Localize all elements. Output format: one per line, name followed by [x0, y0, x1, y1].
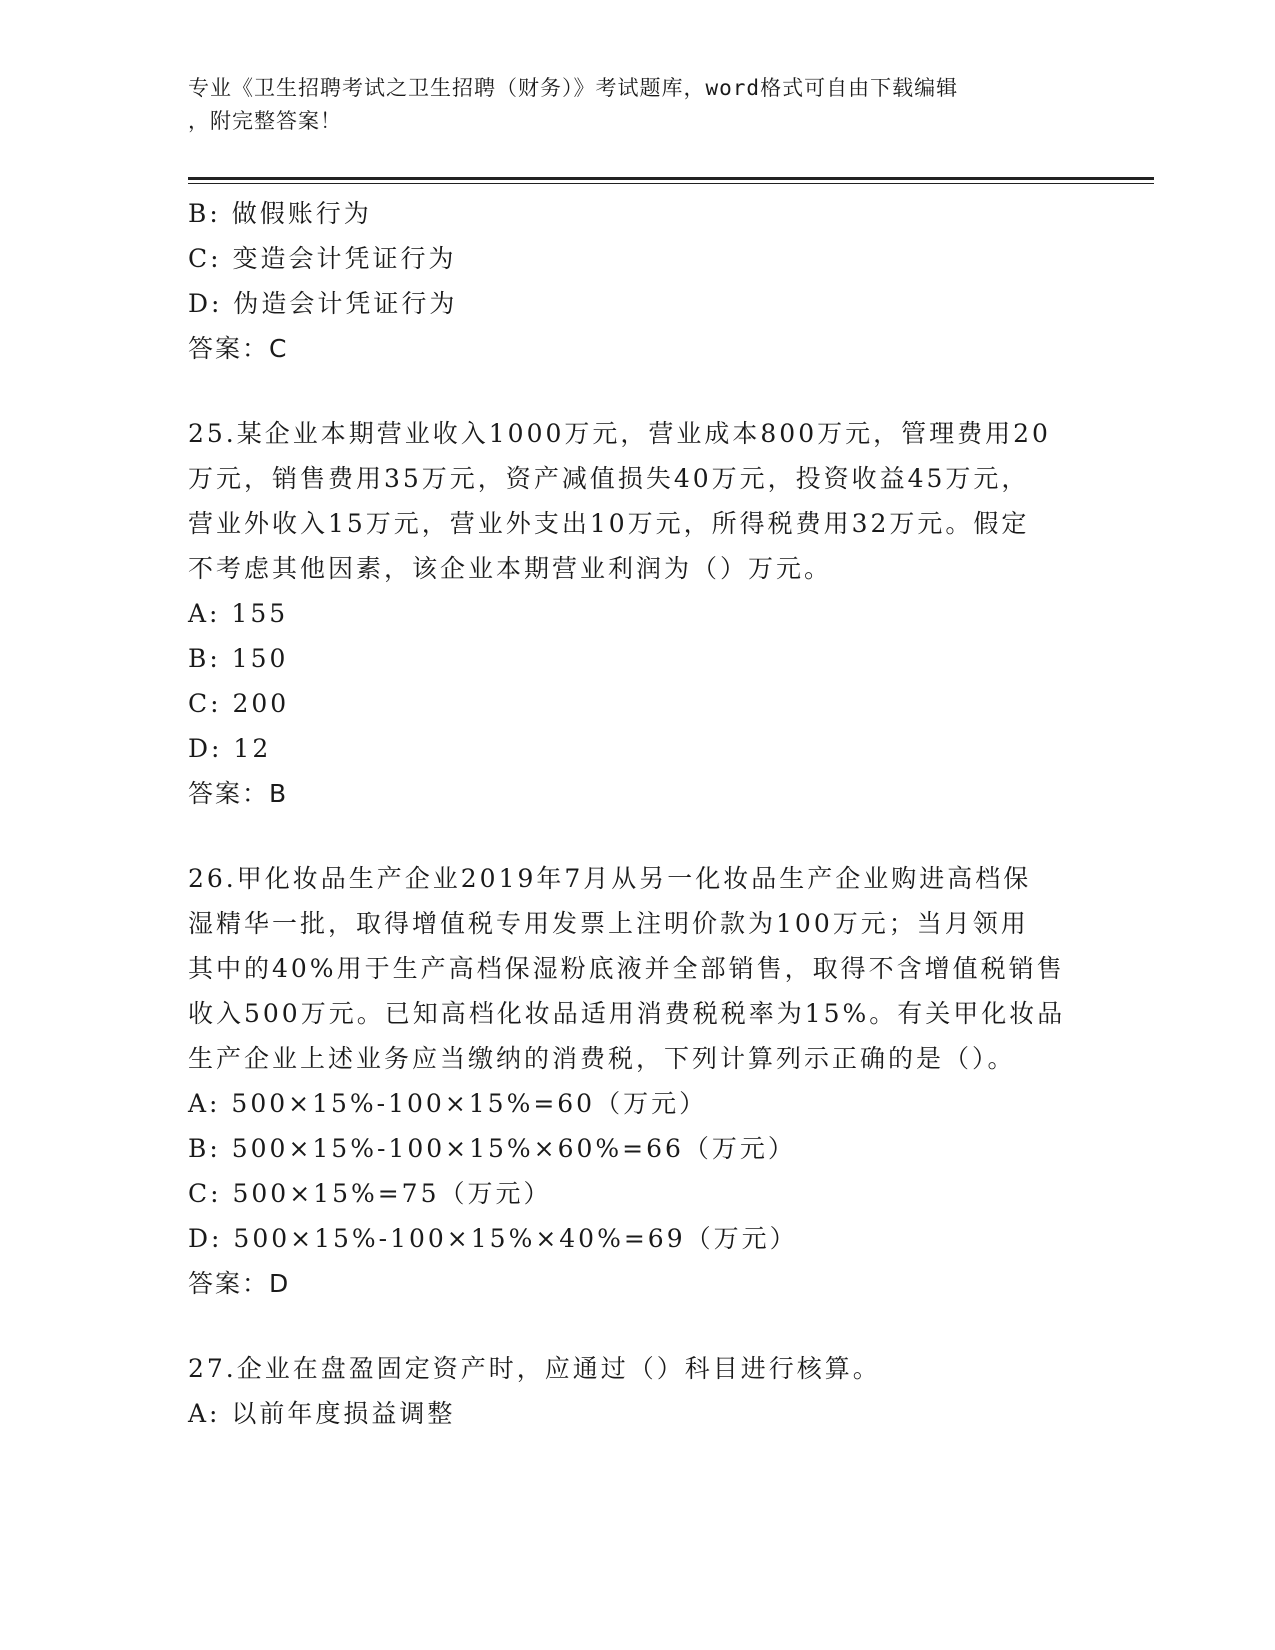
option-a: A: 以前年度损益调整 [188, 1399, 456, 1428]
header-line-2: ，附完整答案！ [188, 109, 342, 133]
header-divider-thick [188, 177, 1154, 180]
answer-line: 答案：C [188, 334, 289, 363]
option-b: B: 150 [188, 644, 289, 673]
question-stem-line: 25.某企业本期营业收入1000万元，营业成本800万元，管理费用20 [188, 419, 1051, 448]
option-c: C: 500×15%=75（万元） [188, 1179, 552, 1208]
option-d: D: 500×15%-100×15%×40%=69（万元） [188, 1224, 798, 1253]
option-d: D: 12 [188, 734, 272, 763]
question-26 [188, 856, 1088, 1306]
spacer [188, 371, 1088, 411]
question-stem-line: 26.甲化妆品生产企业2019年7月从另一化妆品生产企业购进高档保 [188, 864, 1032, 893]
header-divider-thin [188, 183, 1154, 184]
option-c: C: 200 [188, 689, 290, 718]
question-stem-line: 收入500万元。已知高档化妆品适用消费税税率为15%。有关甲化妆品 [188, 999, 1066, 1028]
option-b: B: 做假账行为 [188, 199, 372, 228]
option-d: D: 伪造会计凭证行为 [188, 289, 458, 318]
question-content [188, 191, 1088, 1436]
answer-line: 答案：B [188, 779, 289, 808]
question-stem-line: 生产企业上述业务应当缴纳的消费税，下列计算列示正确的是（）。 [188, 1044, 1016, 1073]
option-a: A: 500×15%-100×15%=60（万元） [188, 1089, 708, 1118]
option-c: C: 变造会计凭证行为 [188, 244, 457, 273]
question-stem-line: 营业外收入15万元，营业外支出10万元，所得税费用32万元。假定 [188, 509, 1030, 538]
answer-line: 答案：D [188, 1269, 291, 1298]
question-27 [188, 1346, 1088, 1436]
spacer [188, 1306, 1088, 1346]
question-stem-line: 湿精华一批，取得增值税专用发票上注明价款为100万元；当月领用 [188, 909, 1029, 938]
option-b: B: 500×15%-100×15%×60%=66（万元） [188, 1134, 796, 1163]
spacer [188, 816, 1088, 856]
question-24 [188, 191, 1088, 371]
question-stem-line: 27.企业在盘盈固定资产时，应通过（）科目进行核算。 [188, 1354, 881, 1383]
header-line-1: 专业《卫生招聘考试之卫生招聘（财务）》考试题库，word格式可自由下载编辑 [188, 76, 959, 100]
question-stem-line: 万元，销售费用35万元，资产减值损失40万元，投资收益45万元， [188, 464, 1030, 493]
question-stem-line: 不考虑其他因素，该企业本期营业利润为（）万元。 [188, 554, 833, 583]
question-stem-line: 其中的40%用于生产高档保湿粉底液并全部销售，取得不含增值税销售 [188, 954, 1065, 983]
question-25 [188, 411, 1088, 816]
document-header [188, 72, 1088, 138]
option-a: A: 155 [188, 599, 289, 628]
